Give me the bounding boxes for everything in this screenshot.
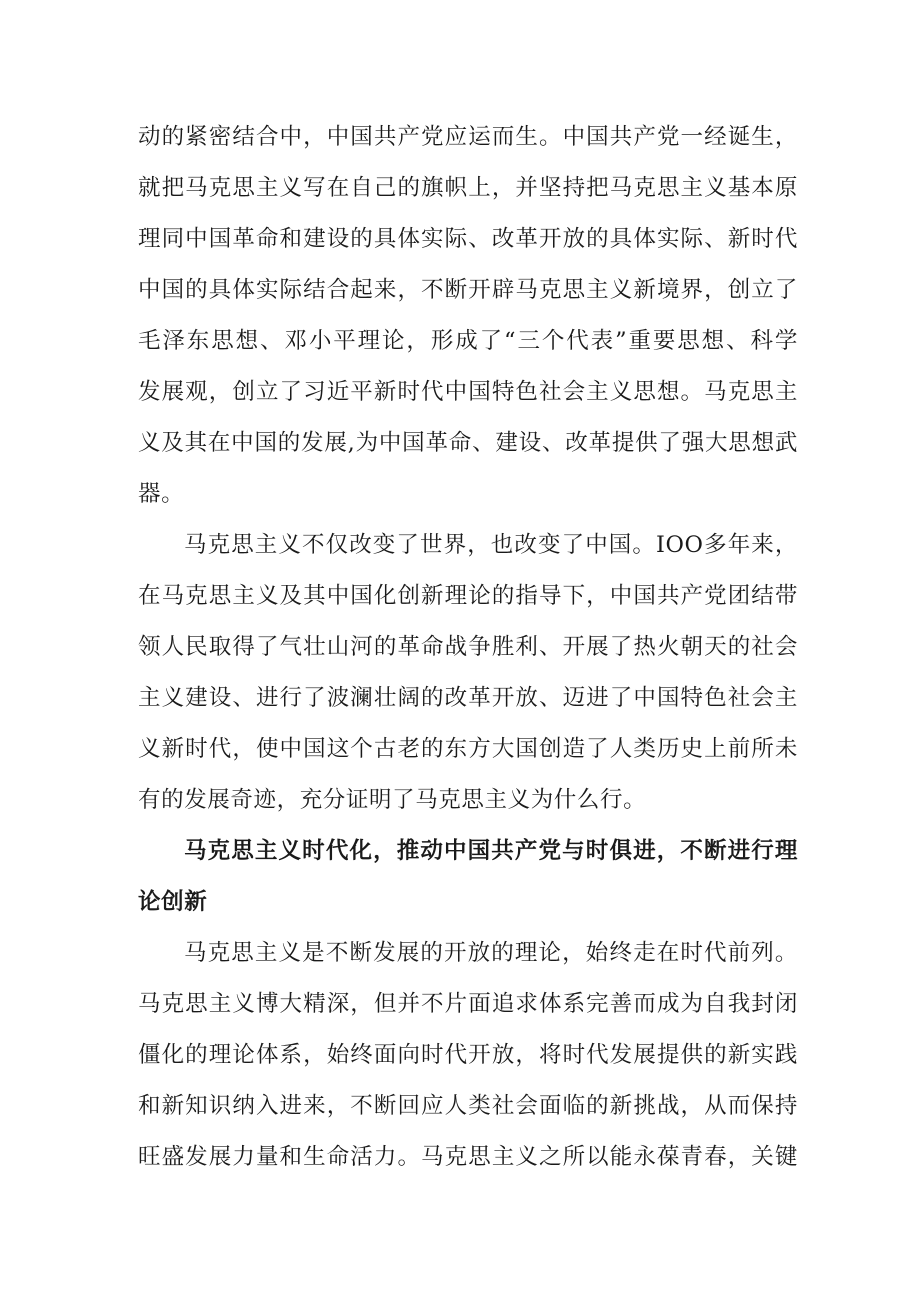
text-line: 马克思主义博大精深，但并不片面追求体系完善而成为自我封闭 [138,991,798,1017]
text-line: 马克思主义是不断发展的开放的理论，始终走在时代前列。 [184,940,798,966]
text-line: 义及其在中国的发展,为中国革命、建设、改革提供了强大思想武 [138,430,798,456]
paragraph-1 [138,112,798,520]
text-line: 和新知识纳入进来，不断回应人类社会面临的新挑战，从而保持 [138,1093,798,1119]
text-line: 在马克思主义及其中国化创新理论的指导下，中国共产党团结带 [138,583,798,609]
paragraph-3 [138,928,798,1183]
section-heading [138,826,798,928]
text-line: 有的发展奇迹，充分证明了马克思主义为什么行。 [138,787,647,813]
text-line: 发展观，创立了习近平新时代中国特色社会主义思想。马克思主 [138,379,798,405]
text-line: 中国的具体实际结合起来，不断开辟马克思主义新境界，创立了 [138,277,798,303]
heading-line: 论创新 [138,889,208,915]
document-body [138,112,798,1183]
text-line: 旺盛发展力量和生命活力。马克思主义之所以能永葆青春，关键 [138,1144,798,1170]
text-line: 就把马克思主义写在自己的旗帜上，并坚持把马克思主义基本原 [138,175,798,201]
text-line: 器。 [138,481,185,507]
text-line: 僵化的理论体系，始终面向时代开放，将时代发展提供的新实践 [138,1042,798,1068]
heading-line: 马克思主义时代化，推动中国共产党与时俱进，不断进行理 [184,838,798,864]
text-line: 动的紧密结合中，中国共产党应运而生。中国共产党一经诞生， [138,124,798,150]
text-line: 理同中国革命和建设的具体实际、改革开放的具体实际、新时代 [138,226,798,252]
text-line: 义新时代，使中国这个古老的东方大国创造了人类历史上前所未 [138,736,798,762]
text-line: 马克思主义不仅改变了世界，也改变了中国。IOO多年来， [184,532,798,558]
paragraph-2 [138,520,798,826]
text-line: 毛泽东思想、邓小平理论，形成了“三个代表”重要思想、科学 [138,328,798,354]
text-line: 主义建设、进行了波澜壮阔的改革开放、迈进了中国特色社会主 [138,685,798,711]
text-line: 领人民取得了气壮山河的革命战争胜利、开展了热火朝天的社会 [138,634,798,660]
